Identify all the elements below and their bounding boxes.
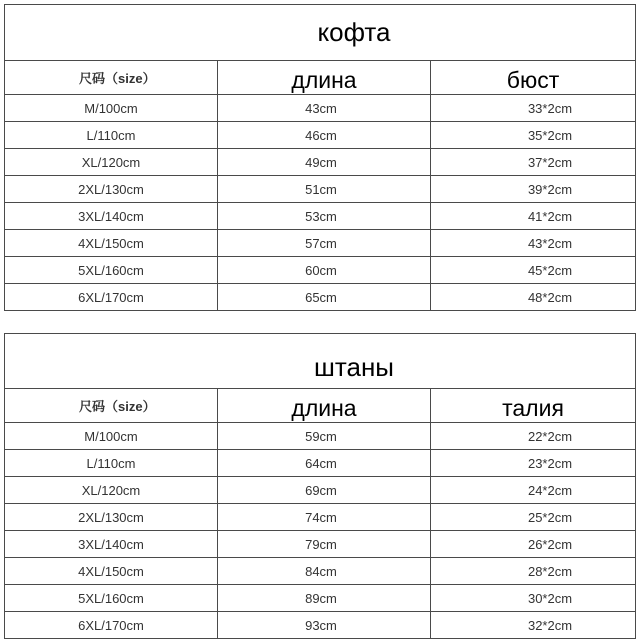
- bust-column-header: бюст: [431, 61, 636, 95]
- size-column-header: 尺码（size）: [5, 389, 218, 423]
- size-cell: 4XL/150cm: [5, 230, 218, 257]
- size-cell: 3XL/140cm: [5, 203, 218, 230]
- waist-cell: 26*2cm: [431, 531, 636, 558]
- bust-cell: 37*2cm: [431, 149, 636, 176]
- size-cell: L/110cm: [5, 122, 218, 149]
- table-title: кофта: [5, 5, 636, 61]
- waist-cell: 32*2cm: [431, 612, 636, 639]
- bust-cell: 33*2cm: [431, 95, 636, 122]
- bust-cell: 45*2cm: [431, 257, 636, 284]
- length-cell: 49cm: [218, 149, 431, 176]
- pants-size-table: [4, 333, 636, 639]
- size-cell: 6XL/170cm: [5, 284, 218, 311]
- length-cell: 93cm: [218, 612, 431, 639]
- length-cell: 51cm: [218, 176, 431, 203]
- length-cell: 69cm: [218, 477, 431, 504]
- table-row: [5, 585, 636, 612]
- table-row: [5, 149, 636, 176]
- size-cell: 2XL/130cm: [5, 504, 218, 531]
- table-title-row: [5, 334, 636, 389]
- size-cell: 5XL/160cm: [5, 585, 218, 612]
- bust-cell: 39*2cm: [431, 176, 636, 203]
- length-cell: 89cm: [218, 585, 431, 612]
- table-title-row: [5, 5, 636, 61]
- size-cell: 4XL/150cm: [5, 558, 218, 585]
- bust-cell: 43*2cm: [431, 230, 636, 257]
- table-row: [5, 612, 636, 639]
- length-cell: 57cm: [218, 230, 431, 257]
- waist-cell: 25*2cm: [431, 504, 636, 531]
- size-cell: 2XL/130cm: [5, 176, 218, 203]
- table-title: штаны: [5, 334, 636, 389]
- table-header-row: [5, 61, 636, 95]
- waist-cell: 22*2cm: [431, 423, 636, 450]
- table-row: [5, 95, 636, 122]
- table-header-row: [5, 389, 636, 423]
- table-row: [5, 122, 636, 149]
- table-row: [5, 257, 636, 284]
- length-cell: 65cm: [218, 284, 431, 311]
- table-row: [5, 203, 636, 230]
- length-cell: 64cm: [218, 450, 431, 477]
- bust-cell: 35*2cm: [431, 122, 636, 149]
- bust-cell: 41*2cm: [431, 203, 636, 230]
- size-cell: XL/120cm: [5, 149, 218, 176]
- size-cell: M/100cm: [5, 423, 218, 450]
- table-row: [5, 284, 636, 311]
- waist-cell: 30*2cm: [431, 585, 636, 612]
- table-row: [5, 230, 636, 257]
- table-row: [5, 450, 636, 477]
- size-column-header: 尺码（size）: [5, 61, 218, 95]
- length-cell: 53cm: [218, 203, 431, 230]
- size-cell: 6XL/170cm: [5, 612, 218, 639]
- length-cell: 79cm: [218, 531, 431, 558]
- length-cell: 74cm: [218, 504, 431, 531]
- table-row: [5, 423, 636, 450]
- length-cell: 84cm: [218, 558, 431, 585]
- length-cell: 46cm: [218, 122, 431, 149]
- size-cell: M/100cm: [5, 95, 218, 122]
- waist-cell: 23*2cm: [431, 450, 636, 477]
- waist-column-header: талия: [431, 389, 636, 423]
- table-row: [5, 558, 636, 585]
- length-column-header: длина: [218, 389, 431, 423]
- length-cell: 43cm: [218, 95, 431, 122]
- table-row: [5, 477, 636, 504]
- waist-cell: 24*2cm: [431, 477, 636, 504]
- table-row: [5, 531, 636, 558]
- bust-cell: 48*2cm: [431, 284, 636, 311]
- size-cell: L/110cm: [5, 450, 218, 477]
- size-cell: 5XL/160cm: [5, 257, 218, 284]
- length-cell: 60cm: [218, 257, 431, 284]
- size-cell: XL/120cm: [5, 477, 218, 504]
- jacket-size-table: [4, 4, 636, 311]
- length-cell: 59cm: [218, 423, 431, 450]
- table-row: [5, 504, 636, 531]
- table-row: [5, 176, 636, 203]
- size-cell: 3XL/140cm: [5, 531, 218, 558]
- waist-cell: 28*2cm: [431, 558, 636, 585]
- length-column-header: длина: [218, 61, 431, 95]
